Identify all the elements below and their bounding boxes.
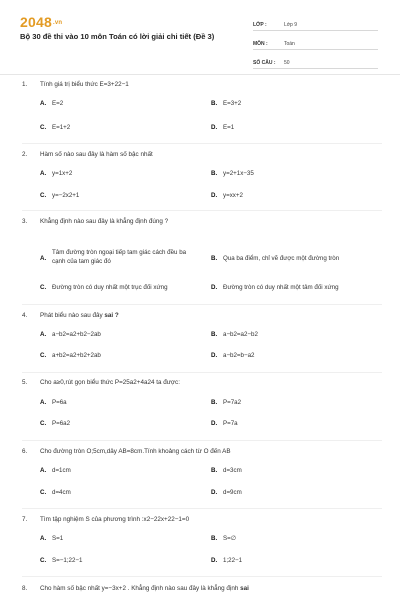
header-divider (0, 74, 400, 75)
meta-value: 50 (284, 60, 290, 66)
question-text: Tìm tập nghiệm S của phương trình :x2−22x+22−1=0 (40, 516, 190, 523)
header (0, 0, 400, 72)
question-number: 2. (22, 151, 28, 158)
option-1c[interactable] (40, 124, 70, 131)
option-2a[interactable] (40, 170, 72, 177)
option-5c[interactable] (40, 420, 70, 427)
question-number: 1. (22, 81, 28, 88)
option-letter: C. (40, 420, 47, 427)
question-text: Cho hàm số bậc nhất y=−3x+2 . Khẳng định nào sau đây là khẳng định (40, 585, 241, 592)
option-letter: C. (40, 284, 47, 291)
option-text: S=1 (52, 535, 64, 542)
page-title: Bộ 30 đề thi vào 10 môn Toán có lời giải chi tiết (Đề 3) (20, 32, 215, 41)
question-divider (22, 304, 382, 305)
meta-label: SỐ CÂU : (253, 60, 276, 66)
option-letter: A. (40, 255, 47, 262)
option-text: a−b2=b−a2 (223, 352, 255, 359)
question-number: 8. (22, 585, 28, 592)
meta-value: Toán (284, 41, 295, 47)
option-letter: D. (211, 124, 218, 131)
option-text: d=9cm (223, 489, 242, 496)
question-4 (22, 312, 119, 319)
option-2c[interactable] (40, 192, 79, 199)
question-text: Phát biểu nào sau đây (40, 312, 105, 319)
question-5 (22, 379, 180, 386)
question-divider (22, 508, 382, 509)
option-text: d=3cm (223, 467, 242, 474)
option-letter: C. (40, 557, 47, 564)
option-7c[interactable] (40, 557, 82, 564)
question-divider (22, 576, 382, 577)
meta-value: Lớp 9 (284, 22, 298, 28)
option-letter: B. (211, 170, 218, 177)
option-letter: C. (40, 124, 47, 131)
question-text: Cho a≥0,rút gọn biểu thức P=25a2+4a24 ta được: (40, 379, 180, 386)
option-letter: A. (40, 331, 47, 338)
logo-suffix: .vn (52, 20, 63, 27)
option-3c[interactable] (40, 284, 168, 291)
question-number: 3. (22, 218, 28, 225)
question-6 (22, 448, 231, 455)
option-3d[interactable] (211, 284, 339, 291)
option-text: a−b2=a2−b2 (223, 331, 258, 338)
option-6b[interactable] (211, 467, 242, 474)
option-letter: C. (40, 352, 47, 359)
option-1d[interactable] (211, 124, 234, 131)
option-letter: B. (211, 399, 218, 406)
option-letter: C. (40, 192, 47, 199)
option-text: Đường tròn có duy nhất một tâm đối xứng (223, 284, 339, 291)
option-text: y=1x+2 (52, 170, 73, 177)
option-3a[interactable] (40, 248, 195, 266)
question-divider (22, 210, 382, 211)
option-letter: A. (40, 467, 47, 474)
option-7d[interactable] (211, 557, 242, 564)
question-divider (22, 440, 382, 441)
option-5d[interactable] (211, 420, 238, 427)
meta-label: LỚP : (253, 22, 267, 28)
option-2d[interactable] (211, 192, 243, 199)
option-text: P=7a (223, 420, 238, 427)
question-divider (22, 143, 382, 144)
option-text: S=−1;22−1 (52, 557, 83, 564)
option-text: E=1 (223, 124, 235, 131)
option-5a[interactable] (40, 399, 67, 406)
option-text: P=6a (52, 399, 67, 406)
meta-row-grade (253, 15, 378, 31)
option-4c[interactable] (40, 352, 101, 359)
option-1b[interactable] (211, 100, 241, 107)
question-2 (22, 151, 153, 158)
option-letter: A. (40, 100, 47, 107)
option-text: S=∅ (223, 535, 237, 542)
option-1a[interactable] (40, 100, 63, 107)
option-letter: C. (40, 489, 47, 496)
option-2b[interactable] (211, 170, 254, 177)
option-text: E=3+2 (223, 100, 242, 107)
option-letter: D. (211, 420, 218, 427)
meta-label: MÔN : (253, 41, 268, 47)
question-emphasis: sai (240, 585, 249, 592)
option-6a[interactable] (40, 467, 71, 474)
question-number: 6. (22, 448, 28, 455)
question-divider (22, 372, 382, 373)
option-letter: D. (211, 557, 218, 564)
option-text: E=1+2 (52, 124, 71, 131)
option-text: d=1cm (52, 467, 71, 474)
option-7b[interactable] (211, 535, 236, 542)
option-letter: B. (211, 467, 218, 474)
option-6d[interactable] (211, 489, 242, 496)
option-text: E=2 (52, 100, 64, 107)
option-letter: D. (211, 489, 218, 496)
option-text: 1;22−1 (223, 557, 243, 564)
option-letter: A. (40, 535, 47, 542)
site-logo[interactable] (20, 14, 62, 30)
option-text: y=−2x2+1 (52, 192, 80, 199)
question-text: Khẳng định nào sau đây là khẳng định đúng ? (40, 218, 169, 225)
option-text: P=7a2 (223, 399, 242, 406)
question-1 (22, 81, 129, 88)
option-4a[interactable] (40, 331, 101, 338)
option-letter: A. (40, 399, 47, 406)
logo-text: 2048 (20, 14, 52, 30)
option-letter: D. (211, 192, 218, 199)
option-text: y=2+1x−35 (223, 170, 254, 177)
option-letter: B. (211, 100, 218, 107)
option-text: P=6a2 (52, 420, 71, 427)
option-4d[interactable] (211, 352, 255, 359)
option-3b[interactable] (211, 255, 339, 262)
question-7 (22, 516, 189, 523)
question-number: 5. (22, 379, 28, 386)
option-6c[interactable] (40, 489, 71, 496)
option-text: Đường tròn có duy nhất một trục đối xứng (52, 284, 168, 291)
option-letter: B. (211, 535, 218, 542)
question-text: Hàm số nào sau đây là hàm số bậc nhất (40, 151, 153, 158)
question-text: Cho đường tròn O;5cm,dây AB=8cm.Tính khoảng cách từ O đến AB (40, 448, 231, 455)
option-4b[interactable] (211, 331, 258, 338)
option-text: a−b2=a2+b2−2ab (52, 331, 101, 338)
option-7a[interactable] (40, 535, 63, 542)
question-3 (22, 218, 168, 225)
option-letter: D. (211, 284, 218, 291)
option-text: Qua ba điểm, chỉ vẽ được một đường tròn (223, 255, 340, 262)
option-letter: B. (211, 255, 218, 262)
question-emphasis: sai ? (104, 312, 119, 319)
option-letter: A. (40, 170, 47, 177)
meta-row-count (253, 53, 378, 69)
meta-panel (253, 15, 378, 72)
meta-row-subject (253, 34, 378, 50)
option-text: d=4cm (52, 489, 71, 496)
option-5b[interactable] (211, 399, 241, 406)
question-number: 4. (22, 312, 28, 319)
question-number: 7. (22, 516, 28, 523)
option-letter: B. (211, 331, 218, 338)
option-text: a+b2=a2+b2+2ab (52, 352, 101, 359)
option-text: Tâm đường tròn ngoại tiếp tam giác cách đều ba cạnh của tam giác đó (52, 249, 187, 265)
option-letter: D. (211, 352, 218, 359)
question-8 (22, 585, 249, 592)
option-text: y=xx+2 (223, 192, 243, 199)
question-text: Tính giá trị biểu thức E=3+22−1 (40, 81, 129, 88)
